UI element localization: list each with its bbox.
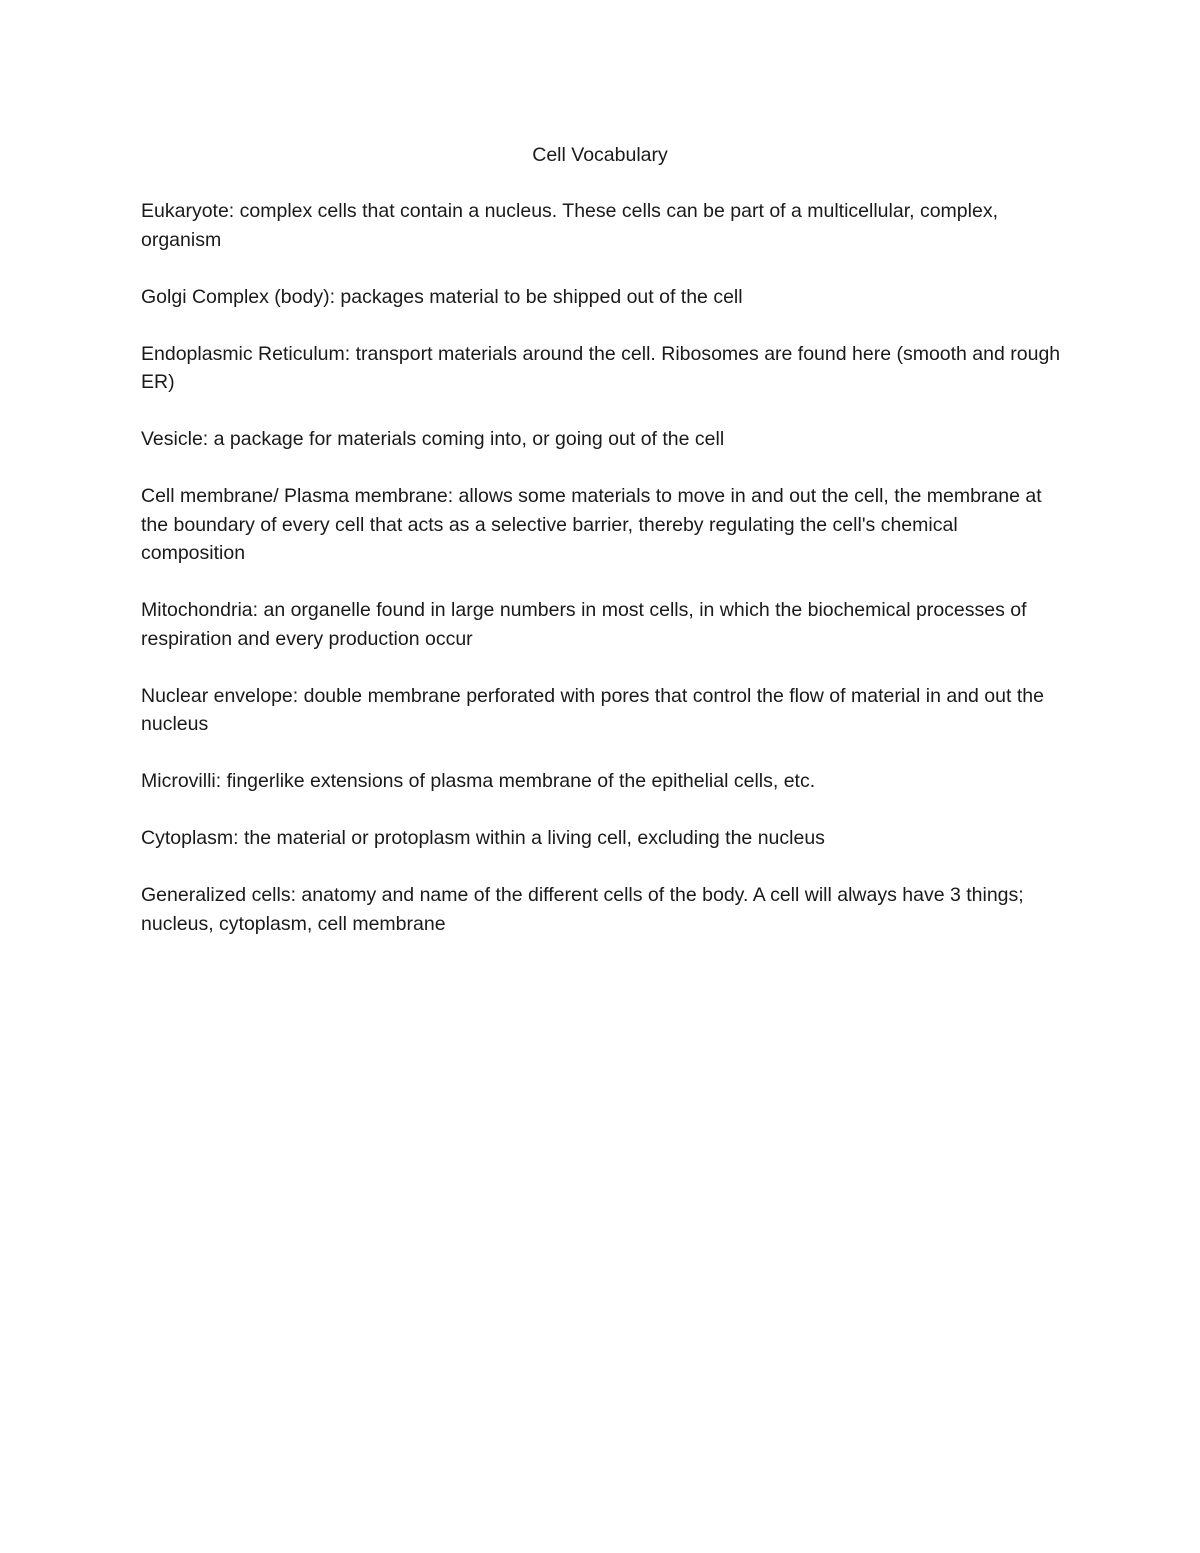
vocabulary-entry-microvilli xyxy=(141,767,1061,796)
vocabulary-entry-endoplasmic-reticulum xyxy=(141,340,1061,397)
entry-text: Cell membrane/ Plasma membrane: allows some materials to move in and out the cell, the membrane at the boundary of every cell that acts as a selective barrier, thereby regulating the cell's chemical composition xyxy=(141,485,1042,564)
vocabulary-entry-vesicle xyxy=(141,425,1061,454)
entry-text: Endoplasmic Reticulum: transport materials around the cell. Ribosomes are found here (smooth and rough ER) xyxy=(141,342,1061,393)
vocabulary-entry-golgi-complex xyxy=(141,283,1061,312)
vocabulary-entry-cell-membrane xyxy=(141,482,1061,568)
vocabulary-entry-eukaryote xyxy=(141,197,1061,254)
entry-text: Microvilli: fingerlike extensions of plasma membrane of the epithelial cells, etc. xyxy=(141,770,816,792)
entry-text: Generalized cells: anatomy and name of the different cells of the body. A cell will always have 3 things; nucleus, cytoplasm, cell membrane xyxy=(141,884,1024,935)
entry-text: Cytoplasm: the material or protoplasm within a living cell, excluding the nucleus xyxy=(141,827,825,849)
vocabulary-list xyxy=(141,197,1061,967)
entry-text: Vesicle: a package for materials coming into, or going out of the cell xyxy=(141,428,725,450)
vocabulary-entry-cytoplasm xyxy=(141,824,1061,853)
vocabulary-entry-generalized-cells xyxy=(141,881,1061,938)
vocabulary-entry-nuclear-envelope xyxy=(141,682,1061,739)
document-title: Cell Vocabulary xyxy=(532,144,668,166)
entry-text: Golgi Complex (body): packages material to be shipped out of the cell xyxy=(141,285,743,308)
entry-text: Mitochondria: an organelle found in large numbers in most cells, in which the biochemical processes of respiration and every production occur xyxy=(141,599,1027,650)
entry-text: Eukaryote: complex cells that contain a nucleus. These cells can be part of a multicellular, complex, organism xyxy=(141,200,998,251)
vocabulary-entry-mitochondria xyxy=(141,596,1061,653)
entry-text: Nuclear envelope: double membrane perforated with pores that control the flow of material in and out the nucleus xyxy=(141,684,1044,735)
